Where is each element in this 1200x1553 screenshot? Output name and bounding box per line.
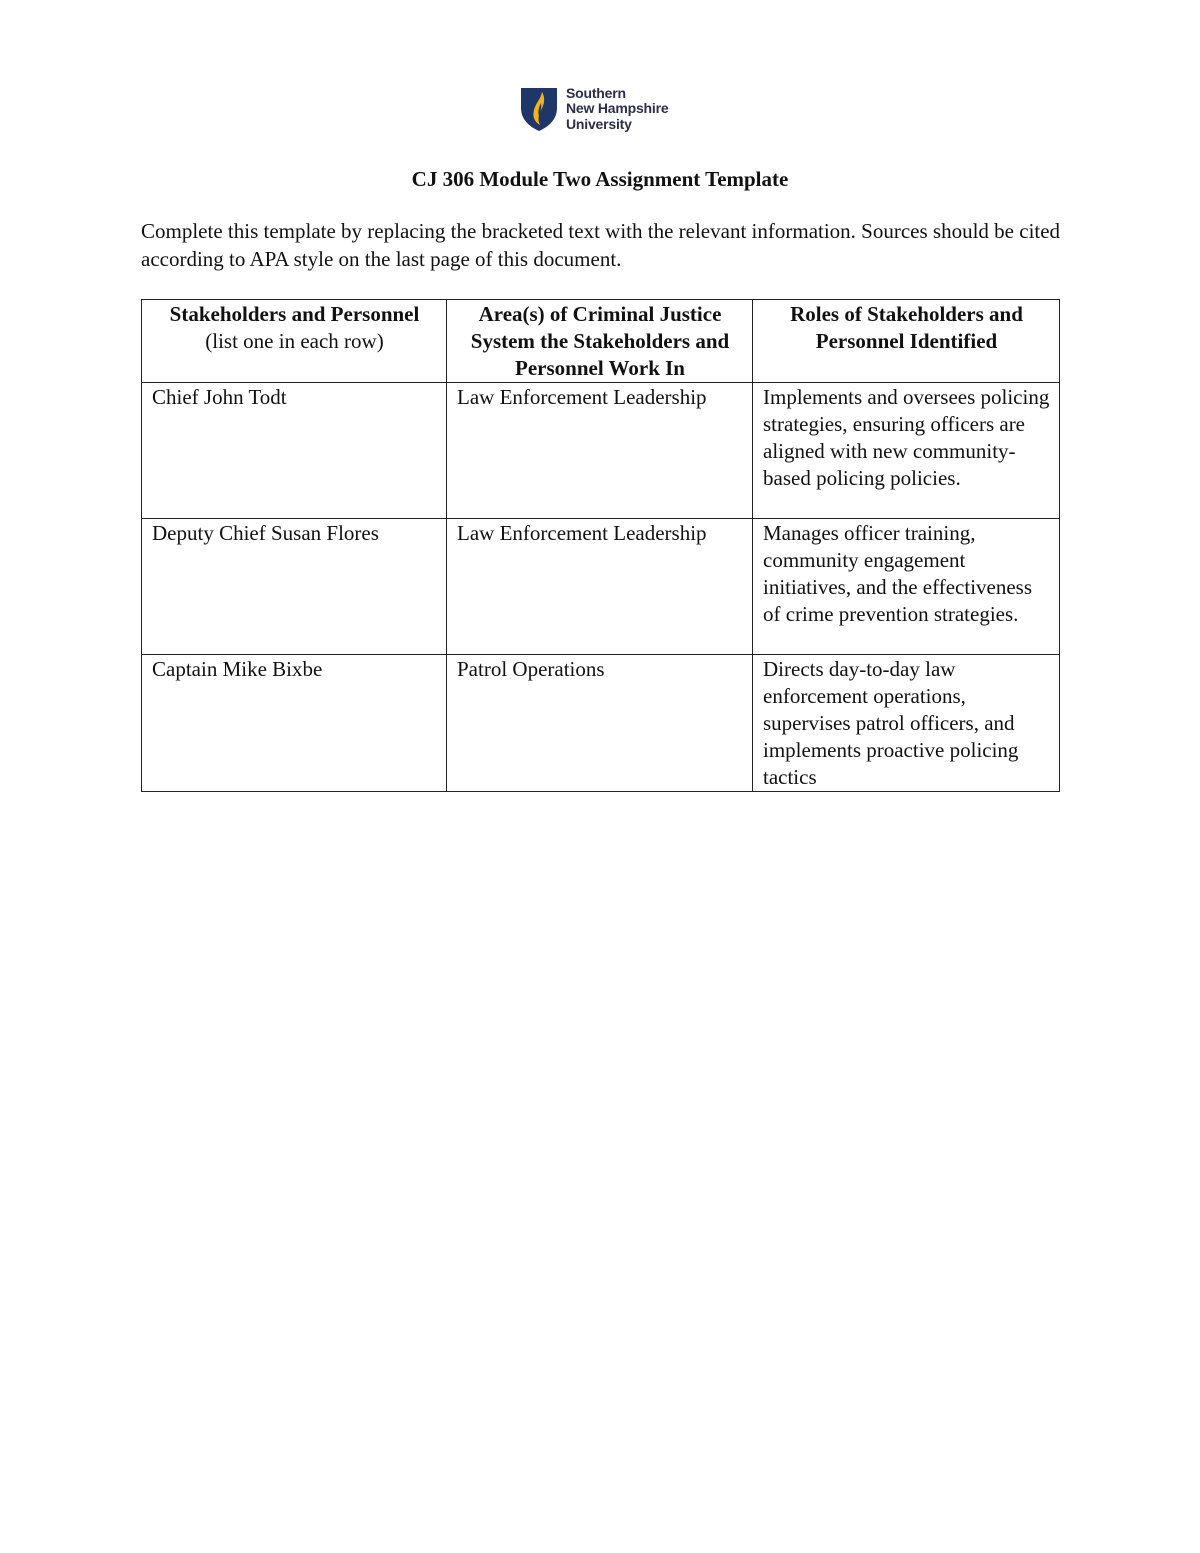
cell-area: Law Enforcement Leadership: [447, 519, 753, 655]
header-stakeholders-sublabel: (list one in each row): [205, 329, 384, 353]
cell-name: Chief John Todt: [142, 383, 447, 519]
university-logo: [520, 84, 690, 134]
header-roles: Roles of Stakeholders and Personnel Identified: [753, 300, 1060, 383]
logo-line-1: Southern: [566, 84, 626, 101]
logo-line-2: New Hampshire: [566, 100, 669, 117]
shield-flame-logo-icon: [520, 86, 558, 132]
cell-area: Law Enforcement Leadership: [447, 383, 753, 519]
table-row: [142, 519, 1060, 655]
cell-area: Patrol Operations: [447, 655, 753, 792]
cell-name: Deputy Chief Susan Flores: [142, 519, 447, 655]
logo-wordmark: [566, 86, 668, 133]
logo-line-3: University: [566, 115, 632, 132]
cell-role: Manages officer training, community engagement initiatives, and the effectiveness of crime prevention strategies.: [753, 519, 1060, 655]
header-stakeholders-label: Stakeholders and Personnel: [169, 302, 420, 326]
document-title: CJ 306 Module Two Assignment Template: [411, 167, 789, 191]
stakeholders-table: [141, 299, 1060, 792]
cell-name: Captain Mike Bixbe: [142, 655, 447, 792]
cell-role: Directs day-to-day law enforcement operations, supervises patrol officers, and implements proactive policing tactics: [753, 655, 1060, 792]
table-row: [142, 383, 1060, 519]
cell-role: Implements and oversees policing strategies, ensuring officers are aligned with new community-based policing policies.: [753, 383, 1060, 519]
header-area: Area(s) of Criminal Justice System the Stakeholders and Personnel Work In: [447, 300, 753, 383]
instructions-paragraph: Complete this template by replacing the bracketed text with the relevant information. Sources should be cited according to APA style on the last page of this document.: [141, 219, 1061, 271]
table-header-row: [142, 300, 1060, 383]
table-row: [142, 655, 1060, 792]
header-stakeholders: [142, 300, 447, 383]
